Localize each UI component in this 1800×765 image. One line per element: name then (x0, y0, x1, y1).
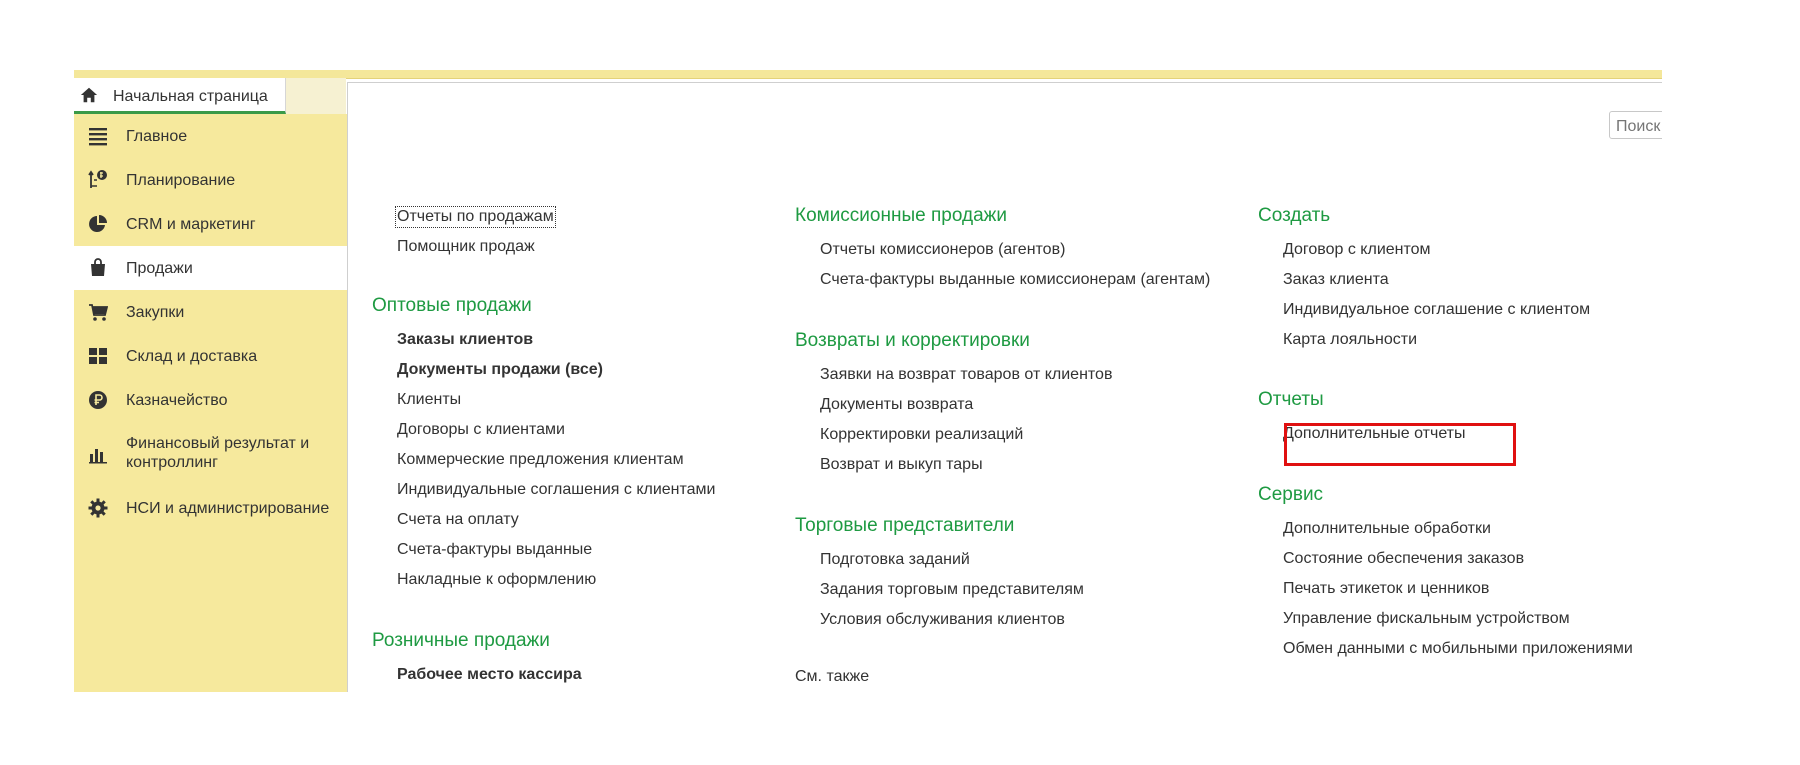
sidebar-item-label: Продажи (126, 260, 193, 277)
link-create-agreement[interactable]: Индивидуальное соглашение с клиентом (1283, 301, 1591, 318)
link-sales-assistant[interactable]: Помощник продаж (397, 238, 535, 255)
sidebar-item-warehouse[interactable] (74, 334, 347, 378)
sidebar-item-label: Казначейство (126, 392, 228, 409)
sidebar-item-label: Планирование (126, 172, 236, 189)
link-sales-reports[interactable]: Отчеты по продажам (397, 208, 554, 225)
tab-bar-filler (286, 78, 346, 114)
sidebar-item-admin[interactable] (74, 486, 347, 530)
sidebar-item-crm[interactable] (74, 202, 347, 246)
link-commercial-offers[interactable]: Коммерческие предложения клиентам (397, 451, 684, 468)
sidebar-item-label: Закупки (126, 304, 185, 321)
link-task-preparation[interactable]: Подготовка заданий (820, 551, 970, 568)
link-individual-agreements[interactable]: Индивидуальные соглашения с клиентами (397, 481, 716, 498)
sidebar-item-sales[interactable] (74, 246, 347, 290)
gear-icon (88, 498, 108, 518)
link-create-contract[interactable]: Договор с клиентом (1283, 241, 1431, 258)
planning-icon (88, 169, 108, 189)
section-title-returns: Возвраты и корректировки (795, 330, 1030, 351)
pie-chart-icon (88, 214, 108, 234)
link-rep-tasks[interactable]: Задания торговым представителям (820, 581, 1084, 598)
link-loyalty-card[interactable]: Карта лояльности (1283, 331, 1418, 348)
link-create-order[interactable]: Заказ клиента (1283, 271, 1389, 288)
home-tab[interactable] (74, 78, 286, 114)
link-cashier-workplace[interactable]: Рабочее место кассира (397, 666, 582, 683)
home-icon (80, 86, 98, 104)
link-agent-invoices[interactable]: Счета-фактуры выданные комиссионерам (агентам) (820, 271, 1211, 288)
search-input[interactable] (1609, 111, 1662, 139)
section-title-wholesale: Оптовые продажи (372, 295, 532, 316)
highlight-annotation (1284, 423, 1516, 466)
cart-icon (88, 302, 108, 322)
sidebar-item-planning[interactable] (74, 158, 347, 202)
section-title-sales-reps: Торговые представители (795, 515, 1015, 536)
link-additional-reports[interactable]: Дополнительные отчеты (1283, 425, 1466, 442)
sidebar-item-label: Склад и доставка (126, 348, 258, 365)
sidebar-item-label: Главное (126, 128, 188, 145)
link-client-orders[interactable]: Заказы клиентов (397, 331, 534, 348)
sidebar-item-main[interactable] (74, 114, 347, 158)
ruble-coin-icon (88, 390, 108, 410)
warehouse-grid-icon (88, 346, 108, 366)
link-service-conditions[interactable]: Условия обслуживания клиентов (820, 611, 1065, 628)
see-also-label: См. также (795, 668, 870, 685)
section-title-create: Создать (1258, 205, 1331, 226)
link-payment-invoices[interactable]: Счета на оплату (397, 511, 519, 528)
link-container-return[interactable]: Возврат и выкуп тары (820, 456, 983, 473)
section-title-retail: Розничные продажи (372, 630, 550, 651)
sidebar-item-purchases[interactable] (74, 290, 347, 334)
sidebar (74, 114, 347, 692)
section-title-reports: Отчеты (1258, 389, 1324, 410)
link-issued-invoices[interactable]: Счета-фактуры выданные (397, 541, 593, 558)
link-clients[interactable]: Клиенты (397, 391, 462, 408)
link-order-provision-state[interactable]: Состояние обеспечения заказов (1283, 550, 1525, 567)
content-panel (347, 82, 1662, 692)
link-print-labels[interactable]: Печать этикеток и ценников (1283, 580, 1490, 597)
link-return-documents[interactable]: Документы возврата (820, 396, 974, 413)
sidebar-item-label: Финансовый результат и контроллинг (126, 435, 310, 471)
link-client-contracts[interactable]: Договоры с клиентами (397, 421, 565, 438)
section-title-service: Сервис (1258, 484, 1324, 505)
link-mobile-exchange[interactable]: Обмен данными с мобильными приложениями (1283, 640, 1633, 657)
link-additional-processing[interactable]: Дополнительные обработки (1283, 520, 1491, 537)
link-return-requests[interactable]: Заявки на возврат товаров от клиентов (820, 366, 1113, 383)
app-window (74, 70, 1662, 692)
sidebar-item-label: НСИ и администрирование (126, 500, 330, 517)
sidebar-item-label: CRM и маркетинг (126, 216, 256, 233)
sidebar-item-financial-result[interactable] (74, 422, 347, 486)
link-agent-reports[interactable]: Отчеты комиссионеров (агентов) (820, 241, 1066, 258)
menu-lines-icon (88, 126, 108, 146)
home-tab-label: Начальная страница (113, 88, 268, 105)
bar-chart-icon (88, 444, 108, 464)
sidebar-item-treasury[interactable] (74, 378, 347, 422)
link-sales-documents[interactable]: Документы продажи (все) (397, 361, 603, 378)
link-sales-adjustments[interactable]: Корректировки реализаций (820, 426, 1024, 443)
shopping-bag-icon (88, 257, 108, 277)
link-fiscal-device[interactable]: Управление фискальным устройством (1283, 610, 1570, 627)
link-waybills[interactable]: Накладные к оформлению (397, 571, 597, 588)
section-title-commission: Комиссионные продажи (795, 205, 1007, 226)
